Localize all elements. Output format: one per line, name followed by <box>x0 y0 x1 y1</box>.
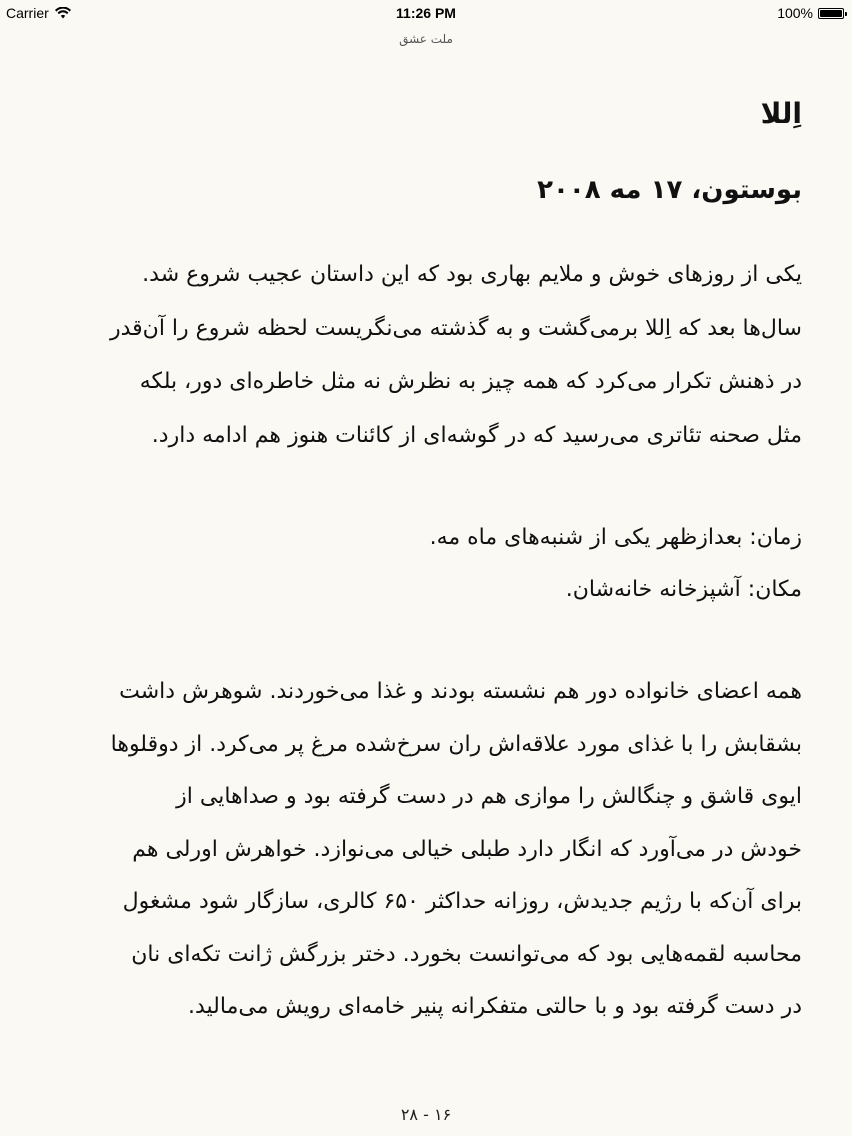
text-line: در دست گرفته بود و با حالتی متفکرانه پنیر خامه‌ای رویش می‌مالید. <box>188 994 802 1019</box>
paragraph-intro <box>50 248 802 462</box>
carrier-label: Carrier <box>6 5 49 21</box>
reader-page[interactable] <box>50 86 802 1034</box>
text-line: برای آن‌که با رژیم جدیدش، روزانه حداکثر ۶۵۰ کالری، سازگار شود مشغول <box>122 889 802 914</box>
text-line: همه اعضای خانواده دور هم نشسته بودند و غذا می‌خوردند. شوهرش داشت <box>119 679 802 704</box>
page-indicator: ۱۶ - ۲۸ <box>400 1105 452 1124</box>
text-line: خودش در می‌آورد که انگار دارد طبلی خیالی می‌نوازد. خواهرش اورلی هم <box>132 836 802 862</box>
text-line: بشقابش را با غذای مورد علاقه‌اش ران سرخ‌شده مرغ پر می‌کرد. از دوقلوها <box>110 731 802 757</box>
battery-icon <box>818 8 844 19</box>
battery-percent: 100% <box>777 5 813 21</box>
chapter-subtitle: بوستون، ۱۷ مه ۲۰۰۸ <box>537 175 802 205</box>
text-line: ایوی قاشق و چنگالش را موازی هم در دست گرفته بود و صداهایی از <box>176 784 802 809</box>
text-line: مثل صحنه تئاتری می‌رسید که در گوشه‌ای از کائنات هنوز هم ادامه دارد. <box>151 422 802 448</box>
battery-indicator <box>777 5 844 21</box>
text-line: زمان: بعدازظهر یکی از شنبه‌های ماه مه. <box>429 525 802 550</box>
status-bar <box>0 0 852 26</box>
text-line: در ذهنش تکرار می‌کرد که همه چیز به نظرش نه مثل خاطره‌ای دور، بلکه <box>139 369 802 394</box>
chapter-title: اِللا <box>760 97 802 130</box>
text-line: محاسبه لقمه‌هایی بود که می‌توانست بخورد. دختر بزرگش ژانت تکه‌ای نان <box>131 941 802 967</box>
status-time: 11:26 PM <box>396 5 456 21</box>
text-line: سال‌ها بعد که اِللا برمی‌گشت و به گذشته می‌نگریست لحظه شروع را آن‌قدر <box>109 315 802 341</box>
paragraph-family <box>50 666 802 1034</box>
paragraph-setting <box>50 512 802 616</box>
book-title: ملت عشق <box>399 32 453 46</box>
text-line: مکان: آشپزخانه خانه‌شان. <box>565 577 802 602</box>
text-line: یکی از روزهای خوش و ملایم بهاری بود که این داستان عجیب شروع شد. <box>142 262 802 287</box>
